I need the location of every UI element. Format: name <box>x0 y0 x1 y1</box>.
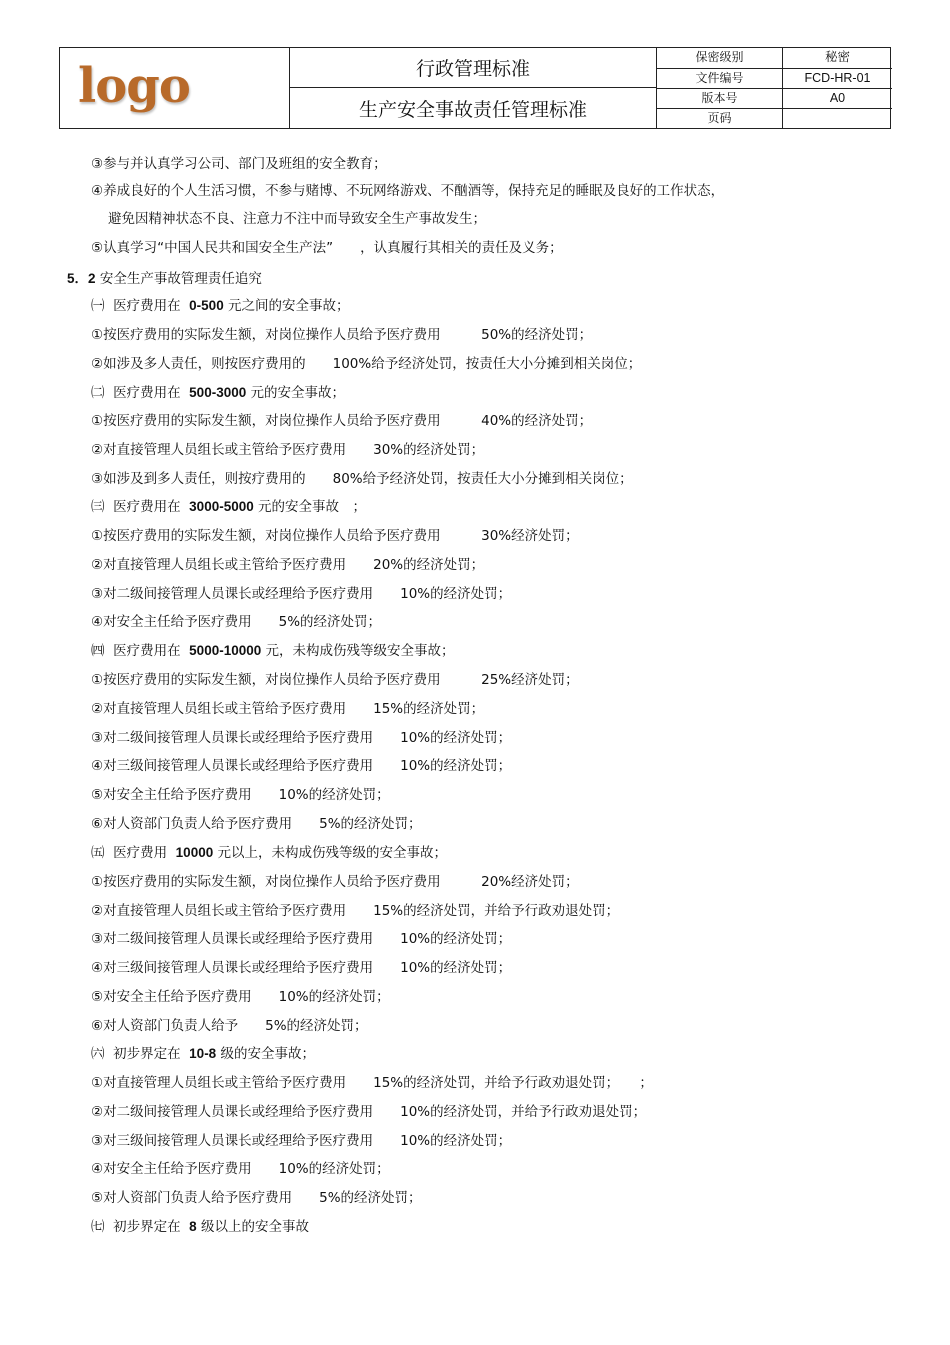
subsection-prefix: ㈥ 初步界定在 <box>91 1046 190 1062</box>
meta-value <box>783 109 892 128</box>
subsection-range: 3000-5000 <box>189 499 254 514</box>
subsection-prefix: ㈣ 医疗费用在 <box>91 643 190 659</box>
body-line: ②对直接管理人员组长或主管给予医疗费用 20%的经济处罚； <box>91 557 485 573</box>
body-line: ⑤对人资部门负责人给予医疗费用 5%的经济处罚； <box>91 1190 422 1206</box>
body-line: ③对三级间接管理人员课长或经理给予医疗费用 10%的经济处罚； <box>91 1133 512 1149</box>
body-line: ④对安全主任给予医疗费用 5%的经济处罚； <box>91 614 382 630</box>
category-title: 行政管理标准 <box>290 48 656 88</box>
section-title: 安全生产事故管理责任追究 <box>95 271 262 287</box>
title-cell <box>290 48 657 128</box>
body-line: ①按医疗费用的实际发生额，对岗位操作人员给予医疗费用 40%的经济处罚； <box>91 413 593 429</box>
subsection-suffix: 级的安全事故； <box>216 1046 315 1062</box>
body-line: ⑥对人资部门负责人给予医疗费用 5%的经济处罚； <box>91 816 422 832</box>
subsection-suffix: 元，未构成伤残等级安全事故； <box>261 643 455 659</box>
subsection-prefix: ㈦ 初步界定在 <box>91 1219 190 1235</box>
body-line: ②对直接管理人员组长或主管给予医疗费用 30%的经济处罚； <box>91 442 485 458</box>
meta-row <box>657 48 892 68</box>
subsection-heading <box>91 843 447 863</box>
subsection-range: 10000 <box>175 845 214 860</box>
meta-table <box>657 48 892 128</box>
logo: logo <box>78 58 190 114</box>
subsection-heading <box>91 1044 315 1064</box>
body-line: ③如涉及到多人责任，则按疗费用的 80%给予经济处罚，按责任大小分摊到相关岗位； <box>91 471 633 487</box>
meta-value: A0 <box>829 91 846 105</box>
body-line: ②如涉及多人责任，则按医疗费用的 100%给予经济处罚，按责任大小分摊到相关岗位； <box>91 356 642 372</box>
subsection-suffix: 级以上的安全事故 <box>196 1219 309 1235</box>
document-header <box>59 47 891 129</box>
body-line: ④养成良好的个人生活习惯，不参与赌博、不玩网络游戏、不酗酒等，保持充足的睡眠及良好的工作状态， <box>91 183 725 199</box>
subsection-range: 10-8 <box>189 1046 217 1061</box>
meta-key: 页码 <box>657 109 783 128</box>
subsection-heading <box>91 497 366 517</box>
meta-key: 版本号 <box>657 89 783 108</box>
body-line: ①按医疗费用的实际发生额，对岗位操作人员给予医疗费用 30%经济处罚； <box>91 528 579 544</box>
body-line: ②对直接管理人员组长或主管给予医疗费用 15%的经济处罚； <box>91 701 485 717</box>
section-number: 5．2 <box>67 271 96 286</box>
body-line: ①按医疗费用的实际发生额，对岗位操作人员给予医疗费用 20%经济处罚； <box>91 874 579 890</box>
meta-value: FCD-HR-01 <box>804 71 871 85</box>
body-line: ③参与并认真学习公司、部门及班组的安全教育； <box>91 156 387 172</box>
body-line: ④对三级间接管理人员课长或经理给予医疗费用 10%的经济处罚； <box>91 960 512 976</box>
subsection-heading <box>91 641 455 661</box>
body-line: ③对二级间接管理人员课长或经理给予医疗费用 10%的经济处罚； <box>91 730 512 746</box>
subsection-range: 5000-10000 <box>189 643 262 658</box>
body-line: ③对二级间接管理人员课长或经理给予医疗费用 10%的经济处罚； <box>91 931 512 947</box>
body-line: 避免因精神状态不良、注意力不注中而导致安全生产事故发生； <box>108 211 486 227</box>
subsection-range: 0-500 <box>189 298 224 313</box>
meta-row <box>657 88 892 108</box>
subsection-prefix: ㈡ 医疗费用在 <box>91 385 190 401</box>
body-line: ⑥对人资部门负责人给予 5%的经济处罚； <box>91 1018 368 1034</box>
body-line: ②对直接管理人员组长或主管给予医疗费用 15%的经济处罚，并给予行政劝退处罚； <box>91 903 620 919</box>
logo-cell <box>60 48 290 128</box>
body-line: ②对二级间接管理人员课长或经理给予医疗费用 10%的经济处罚，并给予行政劝退处罚； <box>91 1104 647 1120</box>
meta-key: 保密级别 <box>657 48 783 68</box>
subsection-prefix: ㈠ 医疗费用在 <box>91 298 190 314</box>
subsection-suffix: 元的安全事故； <box>246 385 346 401</box>
subsection-heading <box>91 383 345 403</box>
body-line: ③对二级间接管理人员课长或经理给予医疗费用 10%的经济处罚； <box>91 586 512 602</box>
body-line: ⑤认真学习“中国人民共和国安全生产法” ，认真履行其相关的责任及义务； <box>91 240 563 256</box>
meta-row <box>657 68 892 88</box>
subsection-range: 8 <box>189 1219 197 1234</box>
body-line: ①按医疗费用的实际发生额，对岗位操作人员给予医疗费用 25%经济处罚； <box>91 672 579 688</box>
subsection-range: 500-3000 <box>189 385 247 400</box>
subsection-heading <box>91 296 350 316</box>
meta-key: 文件编号 <box>657 69 783 88</box>
section-heading <box>67 269 262 289</box>
body-line: ①对直接管理人员组长或主管给予医疗费用 15%的经济处罚，并给予行政劝退处罚； ； <box>91 1075 653 1091</box>
subsection-suffix: 元的安全事故 ； <box>253 499 367 515</box>
body-line: ④对三级间接管理人员课长或经理给予医疗费用 10%的经济处罚； <box>91 758 512 774</box>
subsection-suffix: 元以上，未构成伤残等级的安全事故； <box>213 845 448 861</box>
subsection-heading <box>91 1217 309 1237</box>
document-title: 生产安全事故责任管理标准 <box>358 98 587 121</box>
body-line: ①按医疗费用的实际发生额，对岗位操作人员给予医疗费用 50%的经济处罚； <box>91 327 593 343</box>
subsection-suffix: 元之间的安全事故； <box>223 298 350 314</box>
subsection-prefix: ㈤ 医疗费用 <box>91 845 176 861</box>
body-line: ⑤对安全主任给予医疗费用 10%的经济处罚； <box>91 787 390 803</box>
meta-value: 秘密 <box>824 50 850 64</box>
subsection-prefix: ㈢ 医疗费用在 <box>91 499 190 515</box>
body-line: ④对安全主任给予医疗费用 10%的经济处罚； <box>91 1161 390 1177</box>
meta-row <box>657 108 892 128</box>
body-line: ⑤对安全主任给予医疗费用 10%的经济处罚； <box>91 989 390 1005</box>
